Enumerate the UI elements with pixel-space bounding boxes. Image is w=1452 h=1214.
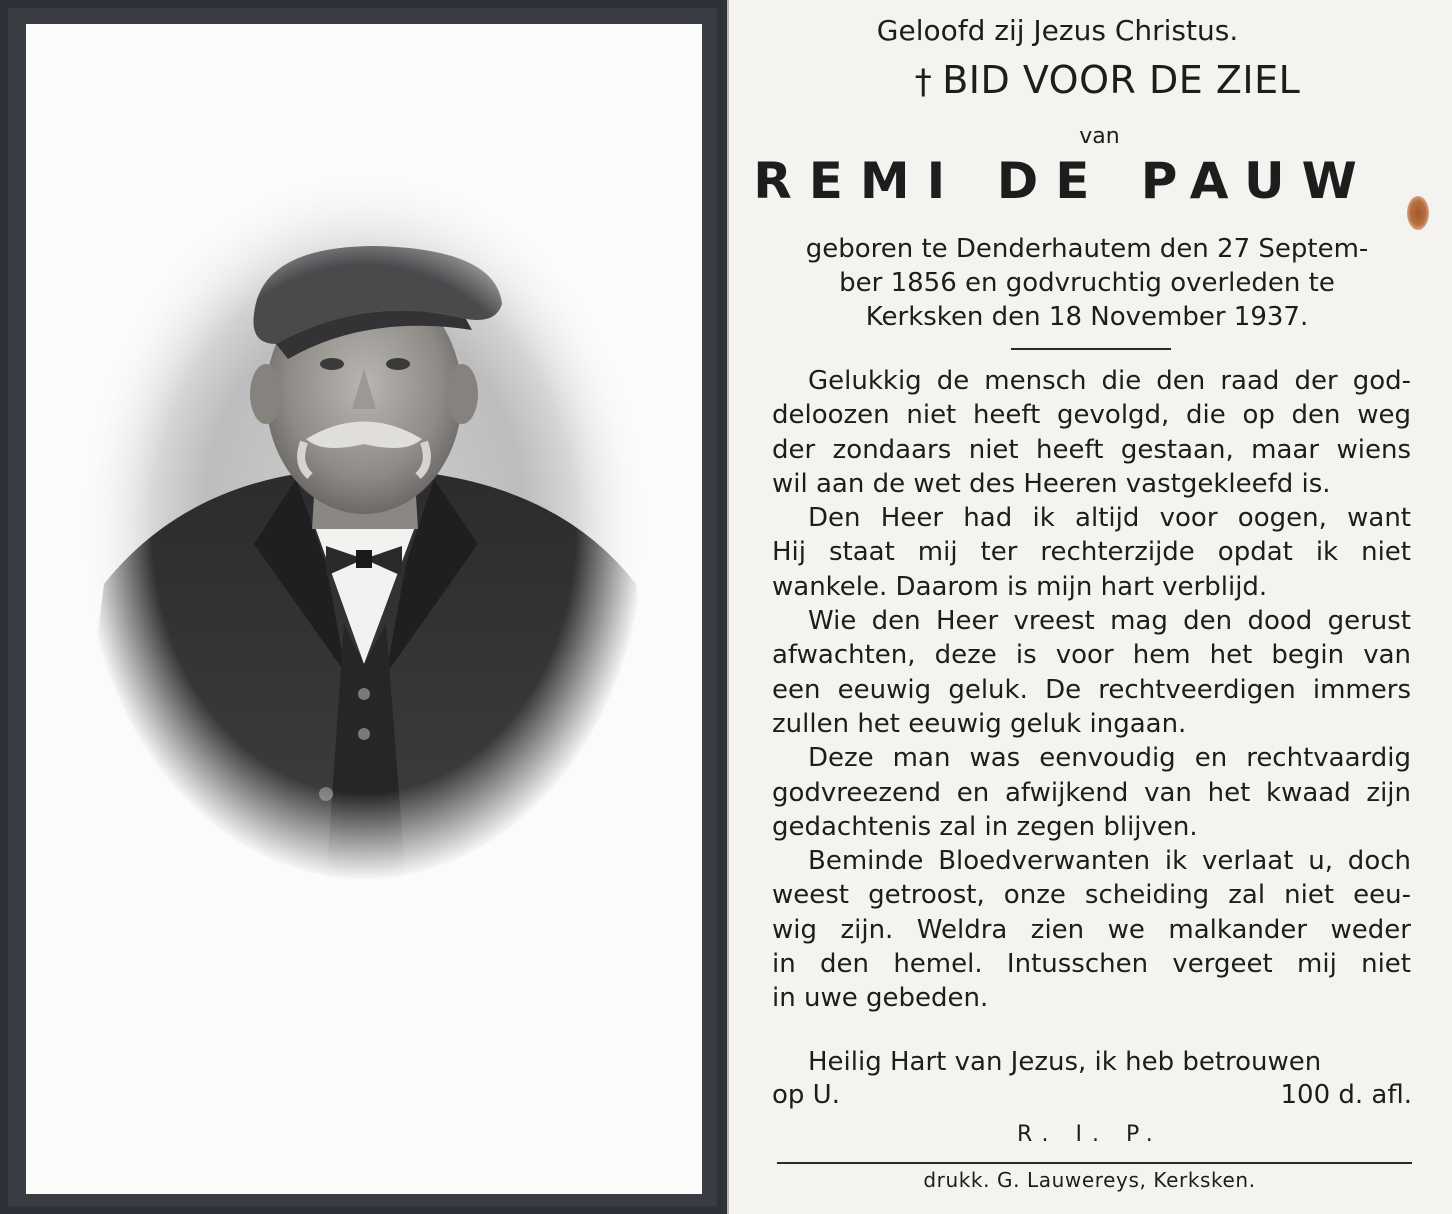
prayer-line: Den Heer had ik altijd voor oogen, want: [808, 503, 1411, 534]
cross-icon: †: [914, 62, 933, 102]
prayer-line: weest getroost, onze scheiding zal niet eeu-: [772, 880, 1411, 911]
prayer-line: Wie den Heer vreest mag den dood gerust: [808, 606, 1411, 637]
portrait-photo: [26, 24, 702, 1194]
prayer-heading: [745, 58, 1452, 102]
memorial-text-card: [727, 0, 1452, 1214]
prayer-line: der zondaars niet heeft gestaan, maar wiens: [772, 434, 1411, 465]
prayer-line: Gelukkig de mensch die den raad der god-: [808, 366, 1411, 396]
closing-line-left: op U.: [772, 1080, 840, 1110]
prayer-line: Deze man was eenvoudig en rechtvaardig: [808, 743, 1411, 774]
prayer-line: Hij staat mij ter rechterzijde opdat ik niet: [772, 537, 1411, 568]
prayer-heading-text: BID VOOR DE ZIEL: [942, 58, 1301, 102]
prayer-line: deloozen niet heeft gevolgd, die op den weg: [772, 400, 1411, 431]
prayer-line: godvreezend en afwijkend van het kwaad zijn: [772, 777, 1411, 808]
indulgence-note: 100 d. afl.: [1280, 1080, 1412, 1110]
biography: [767, 232, 1407, 334]
prayer-line: zullen het eeuwig geluk ingaan.: [772, 708, 1187, 739]
prayer-line: in den hemel. Intusschen vergeet mij niet: [772, 949, 1411, 980]
prayer-line: een eeuwig geluk. De rechtveerdigen immers: [772, 674, 1411, 705]
divider: [1011, 348, 1171, 350]
prayer-line: wig zijn. Weldra zien we malkander weder: [772, 914, 1411, 945]
biography-line: geboren te Denderhautem den 27 Septem-: [805, 234, 1369, 264]
prayer-line: wil aan de wet des Heeren vastgekleefd is.: [772, 468, 1331, 499]
closing-invocation: [772, 1046, 1412, 1112]
salutation: Geloofd zij Jezus Christus.: [876, 14, 1239, 47]
prayer-line: wankele. Daarom is mijn hart verblijd.: [772, 571, 1268, 602]
deceased-name: REMI DE PAUW: [753, 152, 1374, 210]
biography-line: ber 1856 en godvruchtig overleden te: [839, 268, 1335, 298]
prayer-line: gedachtenis zal in zegen blijven.: [772, 811, 1198, 842]
printer-credit: drukk. G. Lauwereys, Kerksken.: [923, 1168, 1256, 1192]
prayer-line: Beminde Bloedverwanten ik verlaat u, doch: [808, 846, 1411, 877]
rip-text: R. I. P.: [1017, 1122, 1163, 1147]
photo-mount: [26, 24, 702, 1194]
footer-divider: [777, 1162, 1412, 1164]
biography-line: Kerksken den 18 November 1937.: [865, 302, 1309, 332]
closing-line: Heilig Hart van Jezus, ik heb betrouwen: [808, 1047, 1322, 1077]
van-label: van: [1079, 124, 1120, 149]
prayer-line: in uwe gebeden.: [772, 983, 989, 1014]
prayer-line: afwachten, deze is voor hem het begin van: [772, 640, 1411, 671]
prayer-text: [772, 364, 1411, 1016]
